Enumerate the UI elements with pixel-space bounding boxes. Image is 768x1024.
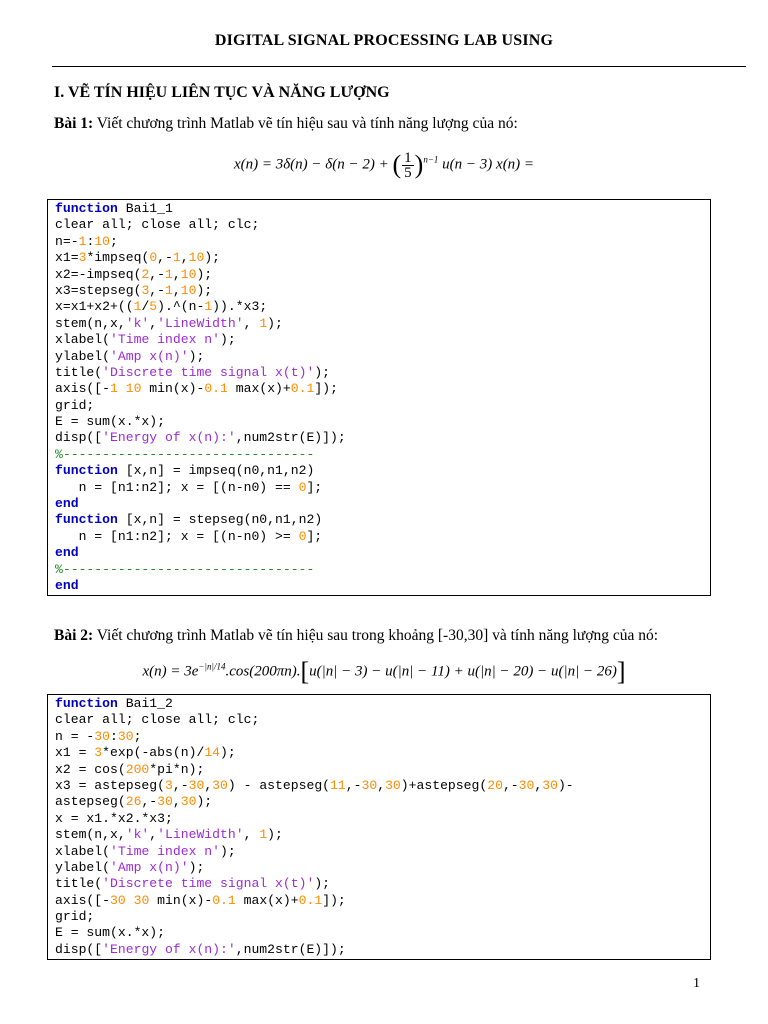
- problem-2-formula: [0, 657, 768, 687]
- code-token: 0: [149, 250, 158, 266]
- code-line: [55, 381, 703, 397]
- code-token: ,-: [157, 250, 173, 266]
- code-line: [55, 447, 703, 463]
- code-token: function: [55, 696, 118, 711]
- code-token: ]);: [322, 892, 346, 908]
- code-token: 30: [385, 777, 401, 793]
- code-token: title(: [55, 364, 103, 380]
- problem-2-text: Viết chương trình Matlab vẽ tín hiệu sau trong khoảng [-30,30] và tính năng lượng của nó:: [93, 627, 659, 644]
- code-token: 0.1: [290, 381, 315, 397]
- code-line: [55, 745, 703, 761]
- code-token: ,-: [502, 777, 519, 793]
- code-token: );: [188, 859, 205, 875]
- code-line: [55, 762, 703, 778]
- code-token: ,: [172, 282, 181, 298]
- code-token: 5: [149, 299, 158, 315]
- code-token: 30: [188, 777, 205, 793]
- code-token: [118, 381, 126, 396]
- code-token: xlabel(: [55, 843, 111, 859]
- code-token: 3: [165, 777, 173, 793]
- code-block-2: [47, 694, 711, 960]
- code-token: function: [55, 463, 118, 479]
- code-token: *exp(-abs(n)/: [102, 745, 205, 761]
- code-token: 30: [157, 794, 173, 810]
- code-token: 1: [133, 299, 142, 315]
- code-token: 3: [141, 282, 150, 298]
- code-token: 1: [172, 250, 181, 266]
- paren-open: (: [392, 150, 402, 179]
- code-token: 'Amp x(n)': [110, 348, 189, 364]
- code-token: 'Time index n': [110, 332, 221, 348]
- code-line: [55, 729, 703, 745]
- code-token: ,: [172, 266, 181, 282]
- code-token: xlabel(: [55, 332, 111, 348]
- code-token: grid;: [55, 909, 95, 925]
- code-token: 'Amp x(n)': [110, 859, 189, 875]
- code-token: 1: [110, 381, 118, 397]
- code-token: end: [55, 496, 79, 512]
- section-title: I. VẼ TÍN HIỆU LIÊN TỤC VÀ NĂNG LƯỢNG: [54, 84, 390, 101]
- code-token: 14: [204, 745, 221, 761]
- code-token: 1: [165, 282, 173, 298]
- code-token: x2 = cos(: [55, 761, 126, 777]
- code-token: :: [110, 728, 118, 744]
- code-token: ,: [243, 315, 260, 331]
- formula-1-part-b: u(n − 3) x(n) =: [438, 156, 535, 173]
- code-token: x = x1.*x2.*x3;: [55, 810, 173, 826]
- code-line: [55, 696, 703, 712]
- code-line: [55, 267, 703, 283]
- code-token: x=x1+x2+((: [55, 299, 134, 315]
- code-token: ).^(n-: [157, 299, 205, 315]
- code-token: %--------------------------------: [55, 561, 315, 577]
- code-token: end: [55, 577, 79, 593]
- code-token: ,: [534, 777, 543, 793]
- code-token: 0.1: [204, 381, 228, 397]
- code-token: disp([: [55, 430, 103, 446]
- code-token: 0: [298, 479, 307, 495]
- fraction: [402, 151, 414, 180]
- code-line: [55, 562, 703, 578]
- header-rule: [52, 66, 746, 67]
- code-token: /: [141, 299, 150, 315]
- code-token: max(x)+: [235, 892, 299, 908]
- code-line: [55, 430, 703, 446]
- code-token: );: [314, 876, 331, 892]
- code-line: [55, 794, 703, 810]
- code-token: E = sum(x.*x);: [55, 414, 166, 430]
- code-token: 10: [180, 282, 197, 298]
- code-line: [55, 480, 703, 496]
- code-line: [55, 398, 703, 414]
- code-token: 10: [180, 266, 197, 282]
- code-token: 'Time index n': [110, 843, 221, 859]
- code-token: end: [55, 545, 79, 561]
- code-line: [55, 496, 703, 512]
- code-token: )+astepseg(: [400, 777, 488, 793]
- code-token: x1=: [55, 250, 79, 266]
- code-token: clear all; close all; clc;: [55, 712, 260, 728]
- document-header: DIGITAL SIGNAL PROCESSING LAB USING: [214, 32, 554, 49]
- code-token: 3: [94, 745, 103, 761]
- code-line: [55, 283, 703, 299]
- code-token: function: [55, 512, 118, 528]
- code-token: ,: [243, 827, 260, 843]
- code-token: );: [267, 827, 283, 843]
- code-token: %--------------------------------: [55, 446, 315, 462]
- code-token: min(x)-: [149, 892, 213, 908]
- fraction-numerator: 1: [404, 149, 412, 166]
- code-token: ,-: [141, 794, 158, 810]
- code-line: [55, 712, 703, 728]
- code-token: );: [196, 266, 213, 282]
- code-token: )).*x3;: [212, 299, 268, 315]
- formula-2-exponent: −|n|/14: [198, 661, 226, 672]
- code-token: :: [86, 233, 95, 249]
- code-token: );: [196, 282, 213, 298]
- code-line: [55, 529, 703, 545]
- code-token: 'LineWidth': [157, 315, 244, 331]
- code-token: grid;: [55, 397, 95, 413]
- problem-1-formula: [0, 150, 768, 180]
- code-token: E = sum(x.*x);: [55, 925, 166, 941]
- bracket-close: ]: [616, 657, 626, 686]
- code-token: 'Discrete time signal x(t)': [102, 876, 315, 892]
- code-token: 30: [133, 892, 150, 908]
- code-block-1: [47, 199, 711, 596]
- code-token: ;: [133, 728, 142, 744]
- code-token: 10: [188, 250, 205, 266]
- formula-2-part-a: x(n) = 3e: [142, 663, 199, 680]
- code-token: 0: [298, 528, 307, 544]
- code-token: 20: [487, 777, 503, 793]
- code-line: [55, 909, 703, 925]
- code-token: 30: [110, 892, 126, 908]
- code-token: stem(n,x,: [55, 315, 126, 331]
- code-token: 2: [141, 266, 150, 282]
- code-token: 30: [212, 777, 228, 793]
- code-token: )-: [557, 777, 574, 793]
- code-token: ,: [180, 250, 189, 266]
- code-token: ;: [110, 233, 118, 249]
- code-token: [x,n] = impseq(n0,n1,n2): [117, 463, 315, 479]
- code-token: );: [267, 315, 283, 331]
- code-token: ,: [172, 794, 181, 810]
- code-token: 200: [125, 761, 150, 777]
- paren-close: ): [414, 150, 424, 179]
- code-token: 26: [125, 794, 142, 810]
- code-token: 1: [259, 315, 268, 331]
- code-token: n = [n1:n2]; x = [(n-n0) >=: [55, 528, 299, 544]
- code-line: [55, 201, 703, 217]
- code-token: 11: [330, 777, 346, 793]
- code-token: );: [188, 348, 205, 364]
- code-token: 1: [78, 233, 87, 249]
- code-token: 30: [518, 777, 535, 793]
- formula-2-part-c: u(|n| − 3) − u(|n| − 11) + u(|n| − 20) − u(|n| − 26): [309, 663, 617, 680]
- code-token: title(: [55, 876, 103, 892]
- code-line: [55, 512, 703, 528]
- code-token: x3 = astepseg(: [55, 777, 166, 793]
- code-token: ,num2str(E)]);: [235, 941, 346, 957]
- code-line: [55, 332, 703, 348]
- code-token: 'k': [125, 827, 150, 843]
- fraction-denominator: 5: [404, 164, 412, 181]
- code-token: 'k': [125, 315, 150, 331]
- code-token: disp([: [55, 941, 103, 957]
- problem-1-label: Bài 1:: [54, 115, 94, 132]
- code-token: ,: [204, 777, 213, 793]
- code-line: [55, 299, 703, 315]
- code-line: [55, 925, 703, 941]
- page-number: 1: [693, 976, 700, 991]
- code-token: x2=-impseq(: [55, 266, 142, 282]
- code-token: *pi*n);: [149, 761, 205, 777]
- code-line: [55, 234, 703, 250]
- code-line: [55, 827, 703, 843]
- code-token: 0.1: [298, 892, 323, 908]
- formula-2-part-b: .cos(200πn).: [225, 663, 301, 680]
- code-token: ];: [306, 479, 323, 495]
- bracket-open: [: [300, 657, 310, 686]
- code-token: x1 =: [55, 745, 95, 761]
- code-line: [55, 349, 703, 365]
- code-line: [55, 578, 703, 594]
- code-token: x3=stepseg(: [55, 282, 142, 298]
- code-token: ];: [306, 528, 323, 544]
- code-token: n = -: [55, 728, 95, 744]
- code-token: n = [n1:n2]; x = [(n-n0) ==: [55, 479, 299, 495]
- code-token: axis([-: [55, 381, 111, 397]
- code-line: [55, 876, 703, 892]
- code-token: ylabel(: [55, 348, 111, 364]
- code-token: 1: [165, 266, 173, 282]
- formula-1-part-a: x(n) = 3δ(n) − δ(n − 2) +: [233, 156, 393, 173]
- problem-1-text: Viết chương trình Matlab vẽ tín hiệu sau và tính năng lượng của nó:: [93, 115, 518, 132]
- code-token: );: [220, 332, 236, 348]
- code-token: );: [314, 364, 331, 380]
- code-token: 3: [78, 250, 87, 266]
- code-token: 30: [117, 728, 134, 744]
- code-line: [55, 545, 703, 561]
- code-line: [55, 316, 703, 332]
- code-token: 10: [94, 233, 111, 249]
- formula-1-exponent: n−1: [423, 154, 439, 165]
- code-token: *impseq(: [86, 250, 150, 266]
- code-token: ,-: [345, 777, 362, 793]
- code-line: [55, 942, 703, 958]
- code-token: ,-: [149, 282, 166, 298]
- code-token: ,num2str(E)]);: [235, 430, 346, 446]
- problem-1-statement: [54, 115, 518, 133]
- code-token: );: [220, 745, 236, 761]
- problem-2-label: Bài 2:: [54, 627, 94, 644]
- code-line: [55, 778, 703, 794]
- code-token: max(x)+: [227, 381, 291, 397]
- code-token: 1: [204, 299, 213, 315]
- code-token: ,: [149, 315, 158, 331]
- code-line: [55, 893, 703, 909]
- code-token: astepseg(: [55, 794, 126, 810]
- code-token: function: [55, 201, 118, 216]
- code-line: [55, 250, 703, 266]
- code-token: n=-: [55, 233, 79, 249]
- code-token: Bai1_1: [117, 201, 173, 216]
- code-token: clear all; close all; clc;: [55, 217, 260, 233]
- code-token: 'Energy of x(n):': [102, 430, 236, 446]
- problem-2-statement: [54, 627, 658, 645]
- code-token: );: [196, 794, 213, 810]
- code-token: 0.1: [212, 892, 236, 908]
- code-token: ylabel(: [55, 859, 111, 875]
- code-line: [55, 414, 703, 430]
- code-token: 30: [94, 728, 111, 744]
- code-token: );: [220, 843, 236, 859]
- code-token: ,-: [149, 266, 166, 282]
- code-line: [55, 217, 703, 233]
- code-token: );: [204, 250, 221, 266]
- code-line: [55, 844, 703, 860]
- code-line: [55, 463, 703, 479]
- code-token: 10: [125, 381, 142, 397]
- code-token: axis([-: [55, 892, 111, 908]
- code-line: [55, 365, 703, 381]
- code-token: [x,n] = stepseg(n0,n1,n2): [117, 512, 323, 528]
- code-token: stem(n,x,: [55, 827, 126, 843]
- code-token: 1: [259, 827, 268, 843]
- code-token: Bai1_2: [117, 696, 173, 711]
- code-token: 30: [361, 777, 378, 793]
- code-line: [55, 860, 703, 876]
- code-token: ) - astepseg(: [227, 777, 331, 793]
- code-token: 'Discrete time signal x(t)': [102, 364, 315, 380]
- code-token: ]);: [314, 381, 338, 397]
- code-line: [55, 811, 703, 827]
- code-token: min(x)-: [141, 381, 205, 397]
- code-token: 30: [180, 794, 197, 810]
- code-token: ,: [377, 777, 386, 793]
- code-token: [126, 893, 134, 908]
- code-token: 30: [542, 777, 558, 793]
- code-token: 'LineWidth': [157, 827, 244, 843]
- code-token: ,: [149, 827, 158, 843]
- code-token: ,-: [172, 777, 189, 793]
- code-token: 'Energy of x(n):': [102, 941, 236, 957]
